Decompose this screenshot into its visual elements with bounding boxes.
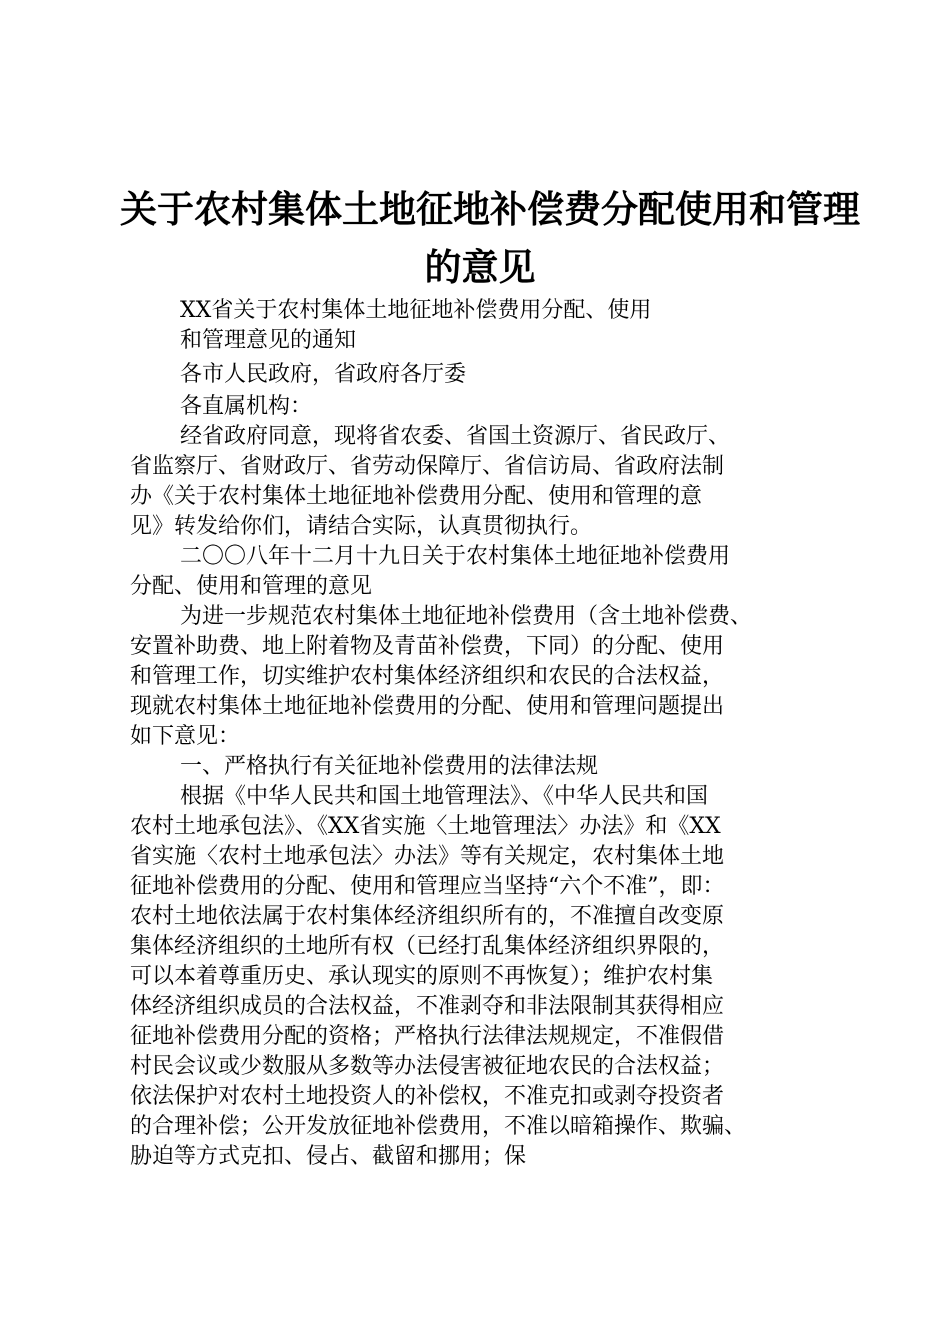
- body-line-18: 农村土地承包法》、《XX省实施〈土地管理法〉办法》和《XX: [130, 814, 721, 839]
- body-line-20: 征地补偿费用的分配、使用和管理应当坚持“六个不准”，即：: [130, 874, 725, 899]
- body-line-19: 省实施〈农村土地承包法〉办法》等有关规定，农村集体土地: [130, 844, 725, 869]
- body-line-22: 集体经济组织的土地所有权（已经打乱集体经济组织界限的，: [130, 934, 725, 959]
- body-line-1: XX省关于农村集体土地征地补偿费用分配、使用: [180, 298, 652, 323]
- body-line-6: 省监察厅、省财政厅、省劳动保障厅、省信访局、省政府法制: [130, 454, 725, 479]
- body-line-29: 胁迫等方式克扣、侵占、截留和挪用；保: [130, 1144, 527, 1169]
- body-line-2: 和管理意见的通知: [180, 328, 357, 353]
- body-line-28: 的合理补偿；公开发放征地补偿费用，不准以暗箱操作、欺骗、: [130, 1114, 747, 1139]
- body-line-13: 和管理工作，切实维护农村集体经济组织和农民的合法权益，: [130, 664, 725, 689]
- body-line-26: 村民会议或少数服从多数等办法侵害被征地农民的合法权益；: [130, 1054, 725, 1079]
- body-line-21: 农村土地依法属于农村集体经济组织所有的，不准擅自改变原: [130, 904, 725, 929]
- document-title-line-2: 的意见: [424, 246, 536, 289]
- body-line-23: 可以本着尊重历史、承认现实的原则不再恢复）；维护农村集: [130, 964, 714, 989]
- document-title-line-1: 关于农村集体土地征地补偿费分配使用和管理: [120, 188, 860, 231]
- body-line-4: 各直属机构：: [180, 394, 313, 419]
- section-heading-1: 一、严格执行有关征地补偿费用的法律法规: [180, 754, 599, 779]
- body-line-14: 现就农村集体土地征地补偿费用的分配、使用和管理问题提出: [130, 694, 725, 719]
- body-line-15: 如下意见：: [130, 724, 241, 749]
- body-line-8: 见》转发给你们，请结合实际，认真贯彻执行。: [130, 514, 593, 539]
- body-line-17: 根据《中华人民共和国土地管理法》、《中华人民共和国: [180, 784, 709, 809]
- body-line-3: 各市人民政府，省政府各厅委: [180, 362, 467, 387]
- body-line-25: 征地补偿费用分配的资格；严格执行法律法规规定，不准假借: [130, 1024, 725, 1049]
- body-line-5: 经省政府同意，现将省农委、省国土资源厅、省民政厅、: [180, 424, 731, 449]
- body-line-9: 二〇〇八年十二月十九日关于农村集体土地征地补偿费用: [180, 544, 731, 569]
- body-line-12: 安置补助费、地上附着物及青苗补偿费，下同）的分配、使用: [130, 634, 725, 659]
- body-line-24: 体经济组织成员的合法权益，不准剥夺和非法限制其获得相应: [130, 994, 725, 1019]
- body-line-7: 办《关于农村集体土地征地补偿费用分配、使用和管理的意: [130, 484, 703, 509]
- body-line-10: 分配、使用和管理的意见: [130, 574, 373, 599]
- body-line-11: 为进一步规范农村集体土地征地补偿费用（含土地补偿费、: [180, 604, 753, 629]
- body-line-27: 依法保护对农村土地投资人的补偿权，不准克扣或剥夺投资者: [130, 1084, 725, 1109]
